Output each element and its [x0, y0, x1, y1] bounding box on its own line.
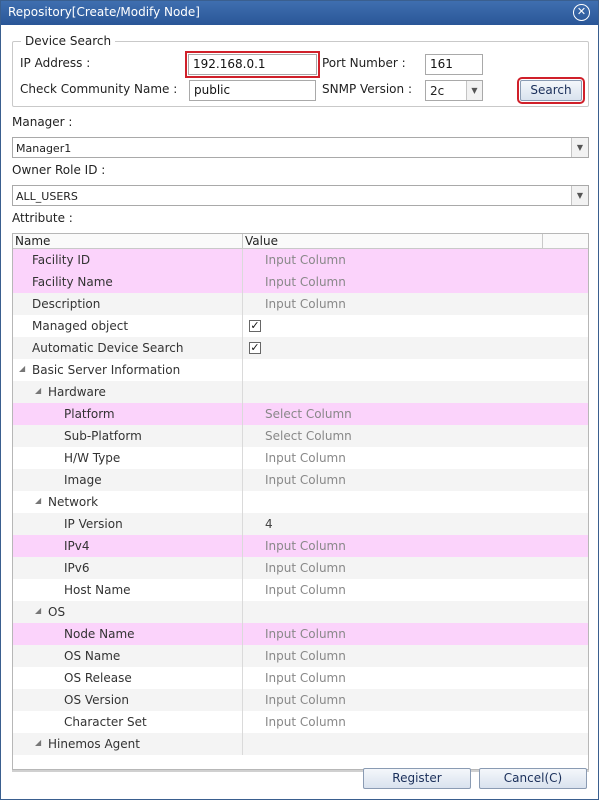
table-row[interactable]	[13, 513, 588, 535]
row-value[interactable]: Input Column	[265, 583, 346, 597]
table-row[interactable]	[13, 359, 588, 381]
table-row[interactable]	[13, 447, 588, 469]
register-button[interactable]: Register	[363, 768, 471, 789]
row-name: OS Version	[64, 693, 130, 707]
chevron-down-icon: ▼	[571, 138, 588, 157]
row-value[interactable]: Input Column	[265, 275, 346, 289]
title-bar	[1, 1, 598, 25]
managed-object-checkbox[interactable]: ✓	[250, 319, 260, 332]
row-value[interactable]: Input Column	[265, 451, 346, 465]
dialog-content	[1, 25, 598, 799]
device-search-legend: Device Search	[25, 34, 112, 48]
column-header-name: Name	[15, 234, 51, 248]
column-header-value: Value	[245, 234, 278, 248]
chevron-down-icon: ▼	[466, 81, 482, 100]
manager-value: Manager1	[16, 142, 72, 155]
table-row[interactable]	[13, 601, 588, 623]
row-name: Managed object	[32, 319, 129, 333]
table-row[interactable]	[13, 557, 588, 579]
table-row[interactable]	[13, 491, 588, 513]
auto-device-search-checkbox[interactable]: ✓	[250, 341, 260, 354]
table-row[interactable]	[13, 469, 588, 491]
table-row[interactable]	[13, 293, 588, 315]
row-name: H/W Type	[64, 451, 121, 465]
row-value[interactable]: Select Column	[265, 429, 352, 443]
attribute-label: Attribute :	[12, 211, 73, 225]
owner-role-value: ALL_USERS	[16, 190, 78, 203]
chevron-down-icon: ▼	[571, 186, 588, 205]
row-value[interactable]: Input Column	[265, 253, 346, 267]
row-name: Image	[64, 473, 102, 487]
table-header	[13, 234, 588, 249]
row-name: Node Name	[64, 627, 135, 641]
row-value[interactable]: 4	[265, 517, 273, 531]
row-name: Network	[48, 495, 99, 509]
row-value[interactable]: Input Column	[265, 649, 346, 663]
table-row[interactable]	[13, 645, 588, 667]
row-name: Host Name	[64, 583, 131, 597]
row-value[interactable]: Select Column	[265, 407, 352, 421]
table-row[interactable]	[13, 403, 588, 425]
port-number-label: Port Number :	[322, 56, 406, 70]
table-row[interactable]	[13, 425, 588, 447]
ip-address-label: IP Address :	[20, 56, 91, 70]
attribute-table	[12, 233, 589, 770]
expand-triangle-icon[interactable]: ◢	[35, 738, 42, 747]
cancel-button[interactable]: Cancel(C)	[479, 768, 587, 789]
row-name: OS Name	[64, 649, 121, 663]
close-icon[interactable]: ✕	[573, 4, 590, 21]
row-name: IPv6	[64, 561, 90, 575]
expand-triangle-icon[interactable]: ◢	[35, 386, 42, 395]
community-name-input[interactable]: public	[189, 80, 316, 101]
expand-triangle-icon[interactable]: ◢	[35, 606, 42, 615]
table-row[interactable]	[13, 667, 588, 689]
row-value[interactable]: Input Column	[265, 693, 346, 707]
table-row[interactable]	[13, 271, 588, 293]
manager-select[interactable]	[12, 137, 589, 158]
snmp-version-select[interactable]	[425, 80, 483, 101]
row-name: IPv4	[64, 539, 90, 553]
window-title: Repository[Create/Modify Node]	[8, 5, 200, 19]
row-value[interactable]: Input Column	[265, 539, 346, 553]
row-name: Hinemos Agent	[48, 737, 140, 751]
row-value[interactable]: Input Column	[265, 473, 346, 487]
row-name: OS Release	[64, 671, 132, 685]
snmp-version-value: 2c	[430, 84, 445, 98]
snmp-version-label: SNMP Version :	[322, 82, 412, 96]
expand-triangle-icon[interactable]: ◢	[19, 364, 26, 373]
community-name-label: Check Community Name :	[20, 82, 178, 96]
table-row[interactable]	[13, 711, 588, 733]
row-name: OS	[48, 605, 66, 619]
row-value[interactable]: Input Column	[265, 715, 346, 729]
port-number-input[interactable]: 161	[425, 54, 483, 75]
row-name: Basic Server Information	[32, 363, 181, 377]
row-name: IP Version	[64, 517, 123, 531]
owner-role-label: Owner Role ID :	[12, 163, 106, 177]
row-value[interactable]: Input Column	[265, 561, 346, 575]
row-name: Automatic Device Search	[32, 341, 184, 355]
row-name: Sub-Platform	[64, 429, 142, 443]
row-name: Hardware	[48, 385, 106, 399]
search-button[interactable]: Search	[520, 80, 582, 101]
table-row[interactable]	[13, 315, 588, 337]
table-row[interactable]	[13, 535, 588, 557]
row-name: Facility ID	[32, 253, 91, 267]
ip-address-input[interactable]: 192.168.0.1	[188, 54, 317, 75]
row-name: Facility Name	[32, 275, 113, 289]
row-name: Platform	[64, 407, 115, 421]
expand-triangle-icon[interactable]: ◢	[35, 496, 42, 505]
row-name: Character Set	[64, 715, 147, 729]
table-row[interactable]	[13, 579, 588, 601]
owner-role-select[interactable]	[12, 185, 589, 206]
table-row[interactable]	[13, 337, 588, 359]
row-name: Description	[32, 297, 101, 311]
table-row[interactable]	[13, 381, 588, 403]
manager-label: Manager :	[12, 115, 73, 129]
row-value[interactable]: Input Column	[265, 297, 346, 311]
table-body	[13, 249, 588, 755]
table-row[interactable]	[13, 623, 588, 645]
row-value[interactable]: Input Column	[265, 671, 346, 685]
table-row[interactable]	[13, 733, 588, 755]
row-value[interactable]: Input Column	[265, 627, 346, 641]
table-row[interactable]	[13, 249, 588, 271]
table-row[interactable]	[13, 689, 588, 711]
